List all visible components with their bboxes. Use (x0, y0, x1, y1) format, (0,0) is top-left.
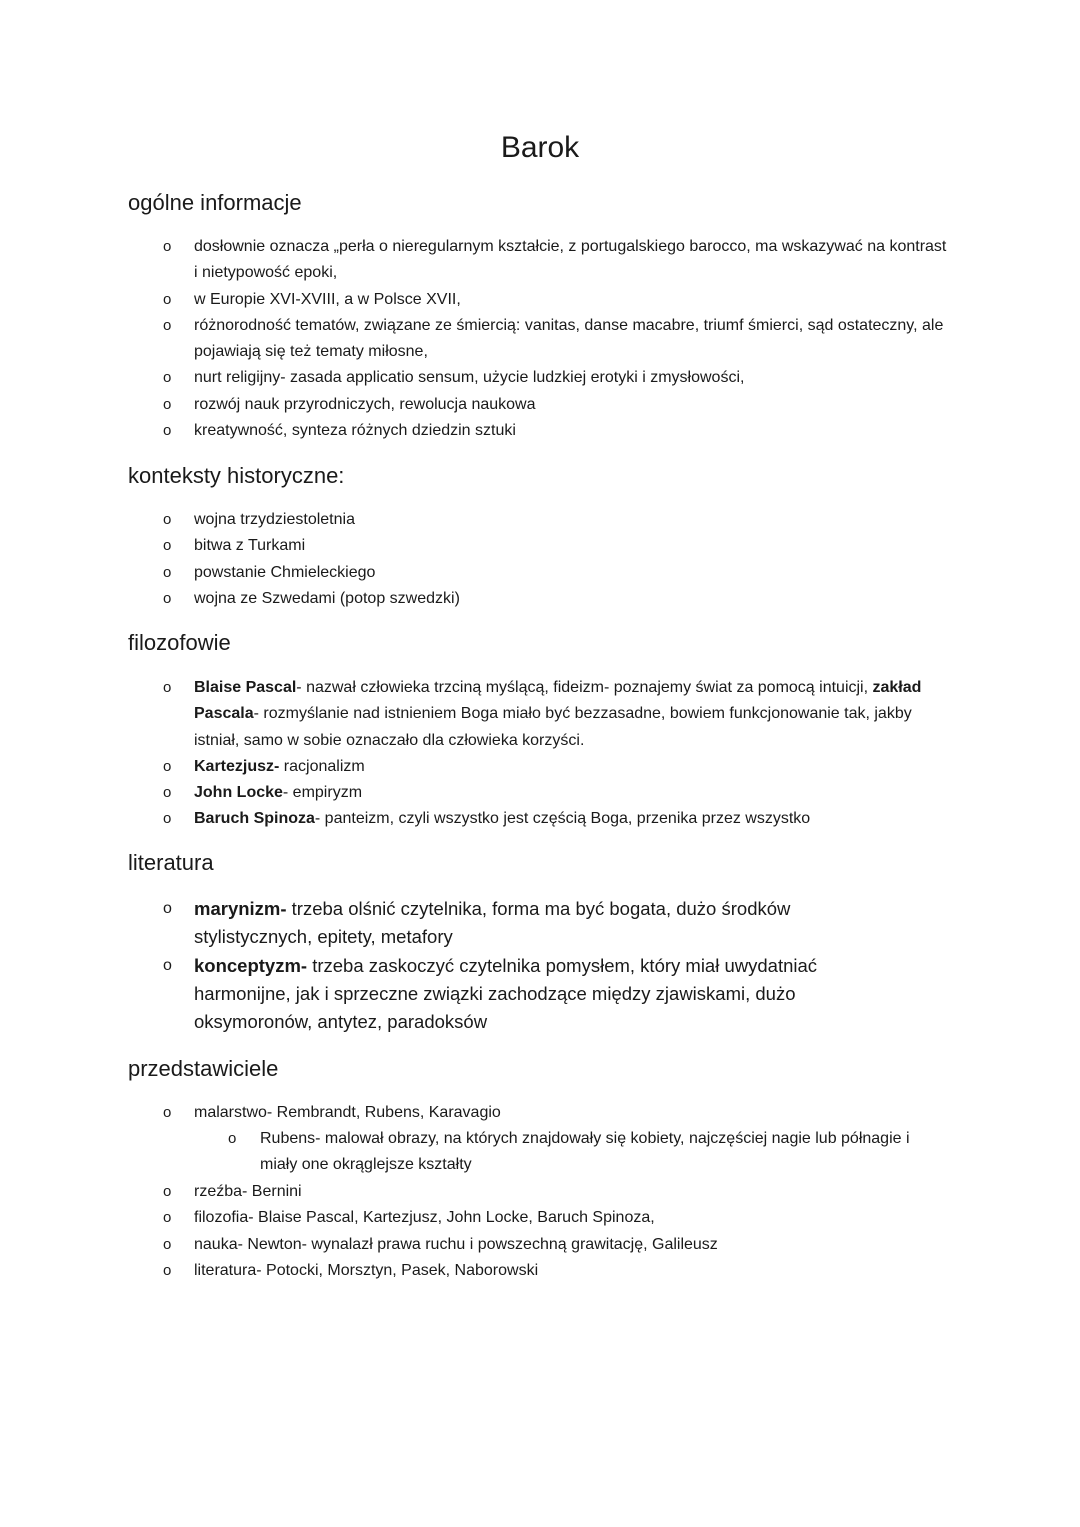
list-item-text: bitwa z Turkami (194, 537, 306, 555)
bullet-icon: o (163, 589, 172, 607)
list-item (0, 418, 954, 444)
list-item (0, 1232, 954, 1258)
list-item (0, 895, 894, 952)
list-philosophers (0, 675, 954, 833)
list-item (0, 586, 954, 612)
list-item (0, 952, 894, 1037)
philosopher-description: - panteizm, czyli wszystko jest częścią Boga, przenika przez wszystko (314, 810, 811, 828)
heading-historical: konteksty historyczne: (128, 463, 345, 488)
bullet-icon: o (163, 1104, 172, 1121)
bullet-icon: o (163, 290, 172, 308)
list-item-text: powstanie Chmieleckiego (194, 563, 376, 581)
list-general (0, 234, 954, 444)
bullet-icon: o (163, 1183, 172, 1200)
list-item (0, 675, 954, 754)
list-item (0, 507, 954, 533)
list-item (0, 1258, 954, 1284)
concept-description: - rozmyślanie nad istnieniem Boga miało być bezzasadne, bowiem funkcjonowanie tak, jakby istniał, samo w sobie oznaczało dla człowieka korzyści. (194, 705, 912, 749)
list-item (0, 365, 954, 391)
list-item (0, 754, 954, 780)
list-item (0, 780, 954, 806)
list-item-text: dosłownie oznacza „perła o nieregularnym kształcie, z portugalskiego barocco, ma wskazywać na kontrast i nietypowość epoki, (194, 238, 947, 282)
list-item-text: Rubens- malował obrazy, na których znajdowały się kobiety, najczęściej nagie lub półnagie i miały one okrąglejsze kształty (260, 1130, 910, 1174)
bullet-icon: o (163, 900, 172, 917)
list-literature (0, 895, 894, 1036)
bullet-icon: o (163, 1235, 172, 1253)
heading-representatives: przedstawiciele (128, 1056, 279, 1081)
list-item (0, 560, 954, 586)
list-item-text: kreatywność, synteza różnych dziedzin sztuki (194, 422, 516, 440)
philosopher-name: John Locke (194, 784, 283, 802)
list-representatives-b (0, 1179, 954, 1284)
heading-philosophers: filozofowie (128, 630, 231, 655)
list-item (0, 1179, 954, 1205)
list-item (0, 806, 954, 832)
bullet-icon: o (163, 395, 172, 413)
sub-list-item (0, 1126, 940, 1179)
list-item-text: nurt religijny- zasada applicatio sensum, użycie ludzkiej erotyki i zmysłowości, (194, 369, 745, 387)
list-item-text: nauka- Newton- wynalazł prawa ruchu i powszechną grawitację, Galileusz (194, 1235, 718, 1253)
bullet-icon: o (163, 810, 172, 828)
philosopher-description: - nazwał człowieka trzciną myślącą, fideizm- poznajemy świat za pomocą intuicji, (296, 679, 873, 696)
list-item-text: rozwój nauk przyrodniczych, rewolucja naukowa (194, 395, 536, 413)
list-item-text: rzeźba- Bernini (194, 1183, 302, 1200)
list-item (0, 1205, 954, 1231)
philosopher-name: Blaise Pascal (194, 679, 297, 696)
list-representatives-sub (0, 1126, 940, 1179)
list-item-text: wojna ze Szwedami (potop szwedzki) (194, 589, 460, 607)
list-representatives-a (0, 1100, 954, 1126)
list-item (0, 533, 954, 559)
list-item-text: różnorodność tematów, związane ze śmiercią: vanitas, danse macabre, triumf śmierci, sąd ostateczny, ale pojawiają się też tematy miłosne, (194, 316, 944, 361)
list-item-text: literatura- Potocki, Morsztyn, Pasek, Naborowski (194, 1261, 539, 1279)
bullet-icon: o (163, 956, 172, 974)
bullet-icon: o (163, 784, 172, 802)
bullet-icon: o (163, 369, 172, 387)
bullet-icon: o (228, 1130, 237, 1147)
list-item (0, 234, 954, 287)
list-item-text: filozofia- Blaise Pascal, Kartezjusz, John Locke, Baruch Spinoza, (194, 1209, 655, 1227)
bullet-icon: o (163, 316, 172, 334)
list-item (0, 392, 954, 418)
bullet-icon: o (163, 238, 172, 255)
bullet-icon: o (163, 563, 172, 581)
heading-literature: literatura (128, 850, 214, 875)
movement-name: marynizm- (194, 898, 287, 919)
philosopher-name: Kartezjusz- (194, 757, 280, 775)
list-historical (0, 507, 954, 612)
page-title: Barok (500, 131, 580, 164)
heading-general: ogólne informacje (128, 190, 302, 215)
bullet-icon: o (163, 537, 172, 555)
philosopher-description: - empiryzm (282, 784, 363, 802)
bullet-icon: o (163, 679, 172, 696)
bullet-icon: o (163, 422, 172, 440)
philosopher-description: racjonalizm (279, 757, 365, 775)
bullet-icon: o (163, 757, 172, 775)
movement-description: trzeba olśnić czytelnika, forma ma być bogata, dużo środków stylistycznych, epitety, metafory (194, 898, 791, 948)
list-item (0, 313, 954, 366)
bullet-icon: o (163, 1261, 172, 1279)
philosopher-name: Baruch Spinoza (194, 810, 315, 828)
list-item-text: w Europie XVI-XVIII, a w Polsce XVII, (194, 290, 461, 308)
concept-name: zakład Pascala (194, 679, 922, 723)
list-item-text: malarstwo- Rembrandt, Rubens, Karavagio (194, 1104, 501, 1121)
list-item (0, 1100, 954, 1126)
bullet-icon: o (163, 511, 172, 528)
movement-description: trzeba zaskoczyć czytelnika pomysłem, który miał uwydatniać harmonijne, jak i sprzeczne związki zachodzące między zjawiskami, dużo oksymoronów, antytez, paradoksów (194, 954, 818, 1033)
movement-name: konceptyzm- (194, 954, 308, 976)
list-item (0, 287, 954, 313)
list-item-text: wojna trzydziestoletnia (194, 511, 355, 528)
bullet-icon: o (163, 1209, 172, 1227)
